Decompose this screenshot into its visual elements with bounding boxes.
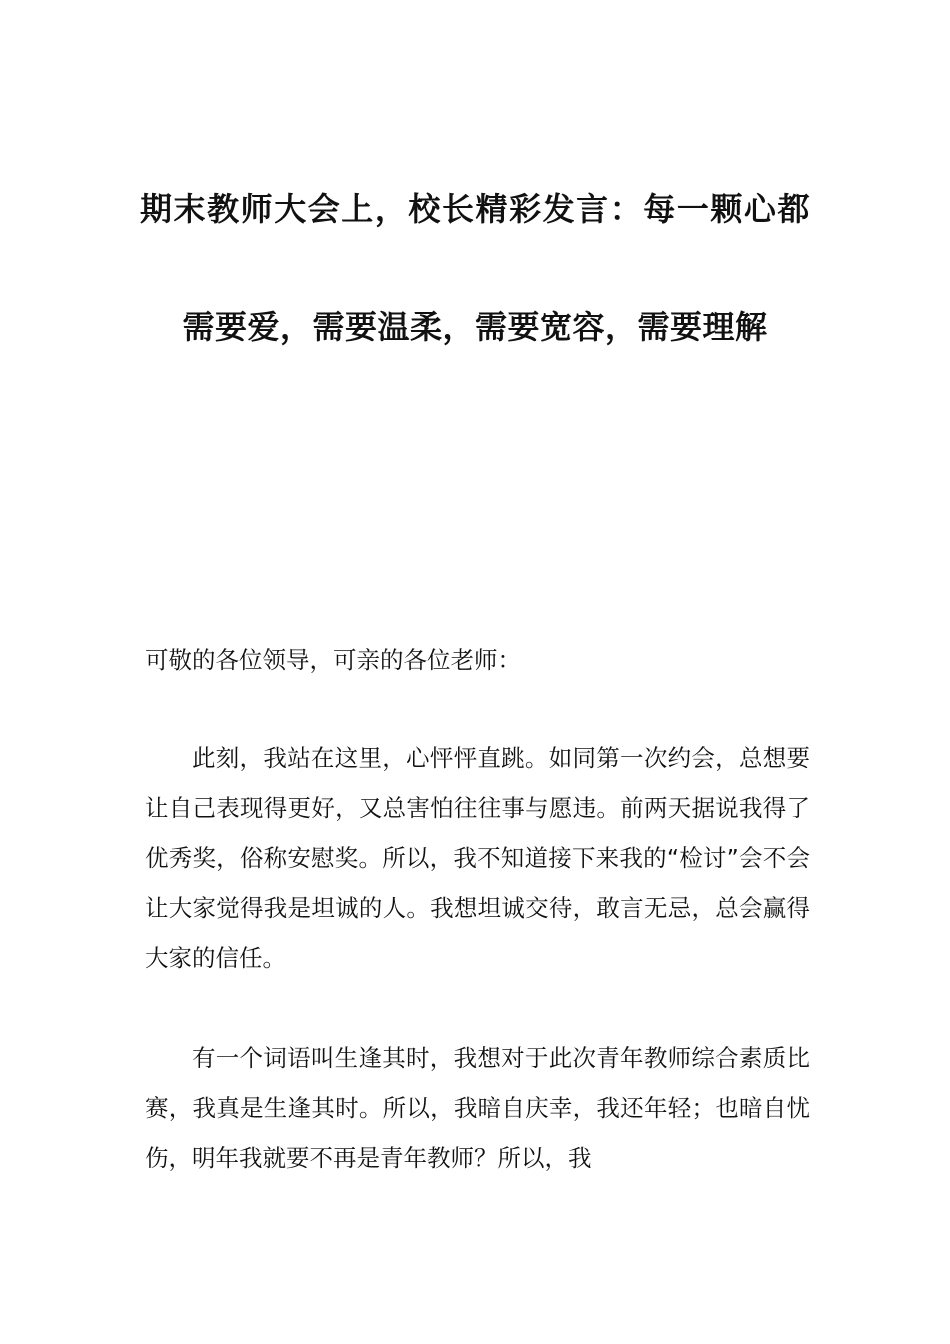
salutation: 可敬的各位领导，可亲的各位老师： xyxy=(145,646,521,674)
document-body xyxy=(145,635,810,1233)
paragraph-1: 此刻，我站在这里，心怦怦直跳。如同第一次约会，总想要让自己表现得更好，又总害怕往往事与愿违。前两天据说我得了优秀奖，俗称安慰奖。所以，我不知道接下来我的“检讨”会不会让大家觉得我是坦诚的人。我想坦诚交待，敢言无忌，总会赢得大家的信任。 xyxy=(145,744,810,972)
paragraph-2: 有一个词语叫生逢其时，我想对于此次青年教师综合素质比赛，我真是生逢其时。所以，我暗自庆幸，我还年轻；也暗自忧伤，明年我就要不再是青年教师？所以，我 xyxy=(145,1044,810,1172)
document-title: 期末教师大会上，校长精彩发言：每一颗心都需要爱，需要温柔，需要宽容，需要理解 xyxy=(140,190,810,346)
